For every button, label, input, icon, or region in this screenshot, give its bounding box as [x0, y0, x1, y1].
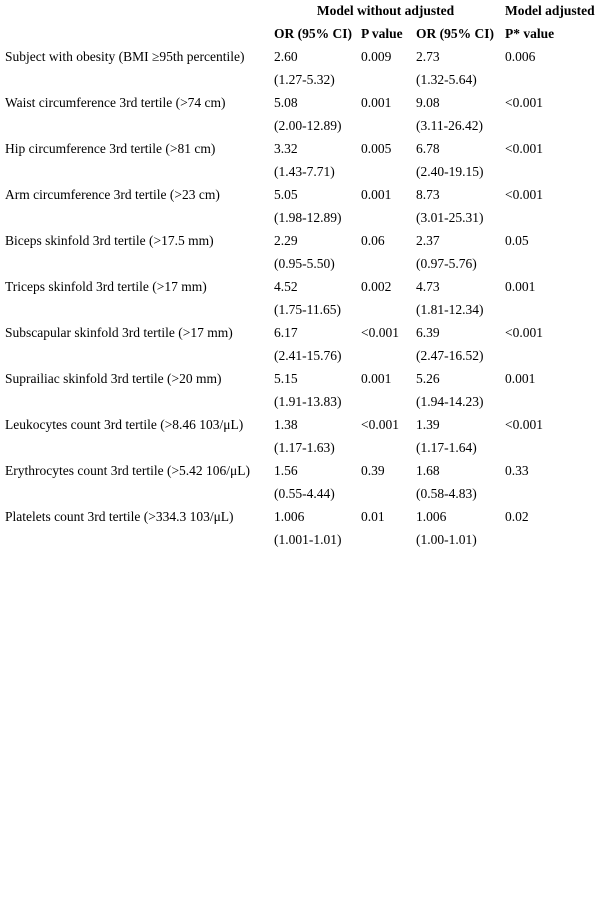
or-ci-adjusted: (0.97-5.76)	[416, 256, 477, 271]
or-cell-unadjusted	[268, 91, 355, 137]
table-header	[0, 0, 607, 45]
column-header-or-unadjusted: OR (95% CI)	[274, 26, 352, 41]
table-row	[0, 321, 607, 367]
or-value-adjusted: 6.39	[416, 325, 440, 340]
p-value-adjusted: 0.001	[505, 279, 536, 294]
or-cell-adjusted	[410, 229, 499, 275]
p-value-adjusted: 0.001	[505, 371, 536, 386]
column-header-row	[0, 22, 607, 45]
p-value-unadjusted: 0.39	[361, 463, 385, 478]
or-ci-adjusted: (1.32-5.64)	[416, 72, 477, 87]
table-row	[0, 459, 607, 505]
or-value-unadjusted: 1.006	[274, 509, 305, 524]
or-cell-unadjusted	[268, 367, 355, 413]
or-cell-unadjusted	[268, 321, 355, 367]
or-ci-adjusted: (0.58-4.83)	[416, 486, 477, 501]
or-ci-unadjusted: (1.43-7.71)	[274, 164, 335, 179]
or-cell-adjusted	[410, 367, 499, 413]
p-value-unadjusted: 0.005	[361, 141, 392, 156]
column-header-or-adjusted: OR (95% CI)	[416, 26, 494, 41]
or-cell-adjusted	[410, 183, 499, 229]
or-ci-unadjusted: (2.41-15.76)	[274, 348, 342, 363]
or-cell-unadjusted	[268, 413, 355, 459]
or-ci-adjusted: (3.01-25.31)	[416, 210, 484, 225]
row-label: Leukocytes count 3rd tertile (>8.46 103/μL)	[5, 417, 244, 432]
or-value-unadjusted: 2.29	[274, 233, 298, 248]
row-label: Suprailiac skinfold 3rd tertile (>20 mm)	[5, 371, 222, 386]
or-ci-adjusted: (1.81-12.34)	[416, 302, 484, 317]
row-label: Hip circumference 3rd tertile (>81 cm)	[5, 141, 216, 156]
or-value-unadjusted: 4.52	[274, 279, 298, 294]
or-cell-adjusted	[410, 459, 499, 505]
row-label: Arm circumference 3rd tertile (>23 cm)	[5, 187, 220, 202]
or-value-adjusted: 5.26	[416, 371, 440, 386]
or-cell-unadjusted	[268, 459, 355, 505]
or-value-unadjusted: 5.05	[274, 187, 298, 202]
or-value-adjusted: 2.73	[416, 49, 440, 64]
or-value-adjusted: 6.78	[416, 141, 440, 156]
or-cell-unadjusted	[268, 183, 355, 229]
row-label: Subject with obesity (BMI ≥95th percentile)	[5, 49, 245, 64]
or-ci-unadjusted: (2.00-12.89)	[274, 118, 342, 133]
group-header-model-without-adjusted: Model without adjusted	[316, 3, 455, 18]
p-value-adjusted: <0.001	[505, 417, 543, 432]
or-cell-adjusted	[410, 137, 499, 183]
p-value-unadjusted: 0.001	[361, 371, 392, 386]
p-value-adjusted: 0.006	[505, 49, 536, 64]
or-cell-adjusted	[410, 413, 499, 459]
or-value-unadjusted: 6.17	[274, 325, 298, 340]
or-cell-adjusted	[410, 45, 499, 91]
group-header-row	[0, 0, 607, 22]
or-value-adjusted: 8.73	[416, 187, 440, 202]
or-value-unadjusted: 3.32	[274, 141, 298, 156]
column-header-p-star-value: P* value	[505, 26, 555, 41]
or-ci-unadjusted: (1.75-11.65)	[274, 302, 341, 317]
or-value-unadjusted: 2.60	[274, 49, 298, 64]
table-row	[0, 137, 607, 183]
p-value-adjusted: <0.001	[505, 187, 543, 202]
or-ci-unadjusted: (0.55-4.44)	[274, 486, 335, 501]
or-ci-unadjusted: (1.27-5.32)	[274, 72, 335, 87]
table-row	[0, 505, 607, 551]
table-row	[0, 45, 607, 91]
or-value-adjusted: 1.006	[416, 509, 447, 524]
or-ci-unadjusted: (0.95-5.50)	[274, 256, 335, 271]
or-value-adjusted: 1.39	[416, 417, 440, 432]
group-header-spacer	[0, 0, 268, 22]
table-row	[0, 183, 607, 229]
table-body	[0, 45, 607, 551]
p-value-adjusted: 0.02	[505, 509, 529, 524]
row-label: Biceps skinfold 3rd tertile (>17.5 mm)	[5, 233, 214, 248]
column-header-p-value: P value	[361, 26, 403, 41]
or-value-unadjusted: 5.08	[274, 95, 298, 110]
or-value-adjusted: 2.37	[416, 233, 440, 248]
or-value-adjusted: 1.68	[416, 463, 440, 478]
or-cell-unadjusted	[268, 275, 355, 321]
or-cell-adjusted	[410, 505, 499, 551]
or-ci-adjusted: (2.47-16.52)	[416, 348, 484, 363]
or-ci-adjusted: (1.17-1.64)	[416, 440, 477, 455]
row-label: Erythrocytes count 3rd tertile (>5.42 106/μL)	[5, 463, 251, 478]
p-value-unadjusted: <0.001	[361, 325, 399, 340]
row-label: Waist circumference 3rd tertile (>74 cm)	[5, 95, 226, 110]
or-ci-unadjusted: (1.001-1.01)	[274, 532, 342, 547]
or-cell-adjusted	[410, 321, 499, 367]
p-value-adjusted: 0.05	[505, 233, 529, 248]
or-cell-unadjusted	[268, 45, 355, 91]
p-value-adjusted: 0.33	[505, 463, 529, 478]
or-ci-unadjusted: (1.98-12.89)	[274, 210, 342, 225]
or-ci-unadjusted: (1.91-13.83)	[274, 394, 342, 409]
or-cell-unadjusted	[268, 137, 355, 183]
or-cell-adjusted	[410, 275, 499, 321]
row-label: Platelets count 3rd tertile (>334.3 103/μL)	[5, 509, 234, 524]
p-value-unadjusted: 0.001	[361, 95, 392, 110]
group-header-model-adjusted: Model adjusted	[505, 3, 595, 18]
table-row	[0, 275, 607, 321]
or-cell-unadjusted	[268, 505, 355, 551]
row-label: Triceps skinfold 3rd tertile (>17 mm)	[5, 279, 207, 294]
or-value-unadjusted: 5.15	[274, 371, 298, 386]
or-ci-unadjusted: (1.17-1.63)	[274, 440, 335, 455]
table-row	[0, 91, 607, 137]
p-value-unadjusted: 0.01	[361, 509, 385, 524]
table-row	[0, 229, 607, 275]
or-ci-adjusted: (3.11-26.42)	[416, 118, 483, 133]
column-header-spacer	[0, 22, 268, 45]
p-value-unadjusted: 0.001	[361, 187, 392, 202]
row-label: Subscapular skinfold 3rd tertile (>17 mm)	[5, 325, 233, 340]
table-row	[0, 367, 607, 413]
or-value-unadjusted: 1.56	[274, 463, 298, 478]
or-value-adjusted: 9.08	[416, 95, 440, 110]
or-ci-adjusted: (2.40-19.15)	[416, 164, 484, 179]
p-value-adjusted: <0.001	[505, 325, 543, 340]
p-value-adjusted: <0.001	[505, 95, 543, 110]
or-cell-unadjusted	[268, 229, 355, 275]
or-cell-adjusted	[410, 91, 499, 137]
or-ci-adjusted: (1.00-1.01)	[416, 532, 477, 547]
p-value-adjusted: <0.001	[505, 141, 543, 156]
or-ci-adjusted: (1.94-14.23)	[416, 394, 484, 409]
p-value-unadjusted: 0.06	[361, 233, 385, 248]
or-value-unadjusted: 1.38	[274, 417, 298, 432]
p-value-unadjusted: 0.009	[361, 49, 392, 64]
p-value-unadjusted: <0.001	[361, 417, 399, 432]
p-value-unadjusted: 0.002	[361, 279, 392, 294]
or-value-adjusted: 4.73	[416, 279, 440, 294]
table-row	[0, 413, 607, 459]
